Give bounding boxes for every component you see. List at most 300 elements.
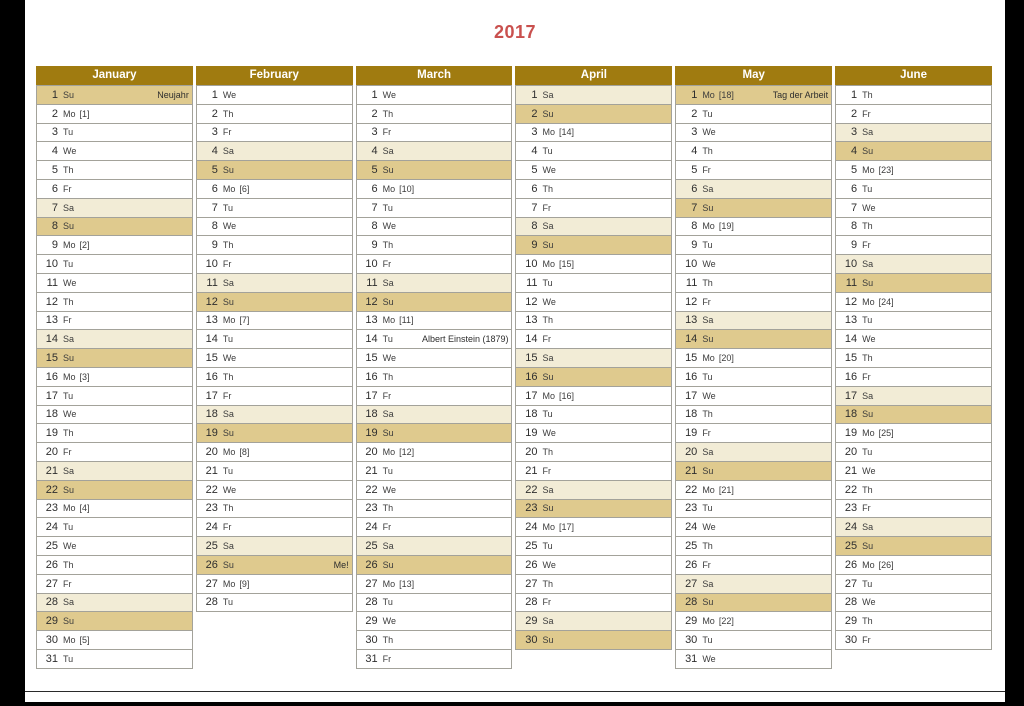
day-row [835, 104, 992, 124]
day-number: 8 [371, 220, 378, 233]
day-row [675, 461, 832, 481]
day-number: 5 [211, 164, 218, 177]
weekday-label: Tu [382, 597, 393, 608]
week-number: [7] [239, 315, 250, 326]
day-row [36, 217, 193, 237]
weekday-label: Mo [63, 635, 76, 645]
day-number: 15 [525, 352, 538, 365]
weekday-label: Th [63, 296, 74, 307]
day-number: 11 [366, 276, 378, 289]
weekday-label: Fr [382, 127, 392, 138]
day-number: 5 [531, 164, 538, 177]
day-number: 27 [205, 577, 218, 590]
day-number: 9 [851, 239, 858, 252]
day-row [36, 254, 193, 274]
day-row [356, 480, 513, 500]
day-number: 18 [685, 408, 698, 421]
day-row [675, 217, 832, 237]
weekday-label: Sa [222, 541, 234, 552]
weekday-label: Th [222, 503, 234, 514]
day-row [515, 367, 672, 387]
day-number: 7 [691, 201, 698, 214]
weekday-label: Sa [862, 127, 874, 138]
day-number: 13 [844, 314, 858, 327]
weekday-label: Fr [542, 597, 551, 608]
weekday-label: Fr [63, 315, 72, 326]
day-row [515, 217, 672, 237]
weekday-label: We [542, 165, 556, 176]
weekday-label: We [702, 259, 716, 270]
day-row [675, 254, 832, 274]
day-row [356, 555, 513, 575]
weekday-label: Th [862, 353, 873, 364]
weekday-label: Su [63, 221, 75, 232]
day-row [515, 329, 672, 349]
day-number: 6 [691, 182, 698, 195]
day-number: 19 [525, 427, 538, 440]
weekday-label: Su [542, 371, 554, 382]
weekday-label: Sa [382, 409, 394, 420]
weekday-label: Mo [63, 503, 76, 514]
week-number: [2] [79, 240, 90, 251]
day-row [835, 630, 992, 650]
day-row [356, 217, 513, 237]
day-number: 12 [205, 295, 218, 308]
day-row [515, 536, 672, 556]
weekday-label: Th [63, 428, 74, 439]
weekday-label: We [222, 221, 237, 232]
day-number: 22 [205, 483, 218, 496]
day-number: 4 [691, 145, 698, 158]
weekday-label: Su [862, 541, 874, 552]
weekday-label: Tu [702, 240, 713, 251]
day-row [515, 423, 672, 443]
day-row [196, 593, 353, 613]
weekday-label: Th [862, 484, 873, 495]
day-number: 22 [365, 483, 378, 496]
weekday-label: Th [702, 146, 713, 157]
day-number: 2 [531, 107, 538, 120]
day-number: 23 [205, 502, 218, 515]
weekday-label: Tu [542, 146, 553, 157]
weekday-label: Su [702, 465, 714, 476]
week-number: [26] [878, 559, 894, 570]
weekday-label: Th [222, 108, 234, 119]
day-row [356, 198, 513, 218]
day-row [835, 555, 992, 575]
weekday-label: Th [862, 616, 873, 627]
day-row [36, 386, 193, 406]
day-number: 19 [685, 427, 698, 440]
weekday-label: We [862, 465, 876, 476]
day-number: 27 [685, 577, 698, 590]
day-row [196, 536, 353, 556]
day-number: 6 [51, 182, 58, 195]
day-number: 3 [211, 126, 218, 139]
day-number: 1 [851, 88, 858, 101]
day-number: 20 [685, 446, 698, 459]
day-number: 20 [365, 446, 378, 459]
day-row [515, 461, 672, 481]
day-number: 2 [691, 107, 698, 120]
day-number: 25 [365, 540, 378, 553]
day-row [356, 649, 513, 669]
day-number: 19 [365, 427, 378, 440]
day-number: 29 [685, 615, 698, 628]
weekday-label: Mo [702, 89, 715, 100]
day-row [515, 311, 672, 331]
day-row [515, 123, 672, 143]
weekday-label: Th [862, 221, 873, 232]
day-number: 8 [851, 220, 858, 233]
weekday-label: Tu [63, 127, 74, 138]
weekday-label: Sa [63, 202, 75, 213]
day-row [356, 442, 513, 462]
day-row [356, 386, 513, 406]
weekday-label: Fr [222, 390, 232, 401]
week-number: [3] [79, 371, 90, 382]
weekday-label: Su [382, 428, 394, 439]
day-row [36, 480, 193, 500]
weekday-label: We [542, 428, 556, 439]
day-row [356, 273, 513, 293]
day-row [515, 405, 672, 425]
day-number: 10 [365, 258, 378, 271]
day-row [36, 555, 193, 575]
day-number: 14 [205, 333, 218, 346]
day-row [835, 405, 992, 425]
weekday-label: Th [222, 371, 234, 382]
calendar-grid [36, 66, 992, 669]
weekday-label: Tu [702, 503, 713, 514]
day-number: 1 [371, 88, 378, 101]
day-row [675, 499, 832, 519]
weekday-label: Tu [63, 259, 74, 270]
day-row [196, 273, 353, 293]
day-row [835, 480, 992, 500]
day-row [356, 405, 513, 425]
weekday-label: Su [63, 616, 75, 627]
weekday-label: Tu [862, 578, 873, 589]
day-row [515, 593, 672, 613]
weekday-label: Fr [382, 522, 392, 533]
weekday-label: Su [862, 146, 874, 157]
weekday-label: We [382, 484, 396, 495]
day-row [675, 611, 832, 631]
day-number: 29 [525, 615, 538, 628]
weekday-label: Mo [702, 221, 715, 232]
weekday-label: Fr [542, 334, 551, 345]
weekday-label: Su [222, 428, 234, 439]
day-row [515, 85, 672, 105]
weekday-label: Th [862, 89, 873, 100]
day-row [675, 555, 832, 575]
weekday-label: Sa [222, 409, 234, 420]
weekday-label: Sa [382, 277, 394, 288]
week-number: [11] [399, 315, 414, 326]
day-number: 2 [371, 107, 378, 120]
day-row [515, 292, 672, 312]
day-row [835, 141, 992, 161]
day-number: 7 [211, 201, 218, 214]
day-number: 23 [525, 502, 538, 515]
weekday-label: We [542, 296, 556, 307]
day-number: 29 [365, 615, 378, 628]
day-row [196, 442, 353, 462]
weekday-label: Mo [542, 259, 555, 270]
day-row [515, 235, 672, 255]
day-number: 18 [844, 408, 858, 421]
day-row [196, 348, 353, 368]
weekday-label: Fr [702, 165, 711, 176]
day-row [835, 254, 992, 274]
month-header: January [36, 66, 193, 85]
day-row [835, 593, 992, 613]
day-number: 22 [685, 483, 698, 496]
day-row [675, 179, 832, 199]
day-number: 29 [45, 615, 58, 628]
day-number: 14 [365, 333, 378, 346]
day-number: 30 [844, 634, 858, 646]
weekday-label: Fr [702, 296, 711, 307]
day-row [675, 198, 832, 218]
day-number: 11 [206, 276, 218, 289]
day-number: 16 [685, 370, 698, 383]
weekday-label: Tu [63, 653, 74, 664]
weekday-label: We [702, 653, 716, 664]
weekday-label: We [702, 127, 716, 138]
day-row [196, 311, 353, 331]
weekday-label: Mo [702, 353, 715, 364]
day-row [36, 311, 193, 331]
day-number: 30 [685, 634, 698, 646]
day-number: 26 [685, 558, 698, 571]
day-number: 25 [45, 540, 58, 553]
weekday-label: Sa [862, 522, 874, 533]
weekday-label: Mo [702, 484, 715, 495]
weekday-label: Tu [222, 597, 233, 608]
weekday-label: Mo [222, 578, 236, 589]
day-number: 14 [685, 333, 698, 346]
weekday-label: Th [702, 277, 713, 288]
day-row [515, 574, 672, 594]
day-row [515, 273, 672, 293]
week-number: [19] [718, 221, 734, 232]
weekday-label: Tu [63, 390, 74, 401]
weekday-label: We [542, 559, 556, 570]
weekday-label: Sa [542, 221, 554, 232]
day-number: 14 [45, 333, 58, 346]
day-number: 5 [851, 164, 858, 177]
day-number: 16 [205, 370, 218, 383]
day-number: 16 [525, 370, 538, 383]
weekday-label: Su [862, 409, 874, 420]
day-row [36, 235, 193, 255]
day-number: 13 [365, 314, 378, 327]
day-row [675, 329, 832, 349]
day-row [36, 198, 193, 218]
day-number: 19 [205, 427, 218, 440]
weekday-label: Fr [542, 465, 551, 476]
weekday-label: Mo [702, 616, 715, 627]
day-number: 3 [691, 126, 698, 139]
day-row [675, 630, 832, 650]
weekday-label: Su [702, 597, 714, 608]
day-row [675, 348, 832, 368]
day-number: 18 [525, 408, 538, 421]
weekday-label: Sa [63, 334, 75, 345]
day-number: 17 [844, 389, 858, 402]
day-number: 3 [51, 126, 58, 139]
day-row [675, 574, 832, 594]
day-number: 1 [691, 88, 698, 101]
day-number: 12 [365, 295, 378, 308]
weekday-label: We [862, 334, 876, 345]
weekday-label: Su [542, 503, 554, 514]
day-number: 5 [371, 164, 378, 177]
day-number: 28 [525, 596, 538, 609]
day-number: 22 [844, 483, 858, 496]
day-row [356, 536, 513, 556]
weekday-label: We [702, 522, 716, 533]
weekday-label: Mo [382, 183, 396, 194]
day-row [835, 461, 992, 481]
weekday-label: Mo [222, 315, 236, 326]
day-number: 13 [45, 314, 58, 327]
weekday-label: We [382, 221, 396, 232]
day-number: 26 [365, 558, 378, 571]
day-number: 8 [51, 220, 58, 233]
day-number: 18 [205, 408, 218, 421]
day-row [835, 217, 992, 237]
weekday-label: Fr [702, 559, 711, 570]
day-row [36, 574, 193, 594]
weekday-label: Su [702, 202, 714, 213]
day-row [515, 160, 672, 180]
weekday-label: Fr [702, 428, 711, 439]
weekday-label: We [862, 202, 876, 213]
day-row [196, 423, 353, 443]
month-header: April [515, 66, 672, 85]
day-row [515, 611, 672, 631]
weekday-label: Tu [862, 315, 873, 326]
day-number: 10 [45, 258, 58, 271]
week-number: [12] [399, 447, 415, 458]
day-number: 12 [844, 295, 858, 308]
day-number: 20 [844, 446, 858, 459]
day-row [36, 273, 193, 293]
day-row [835, 517, 992, 537]
day-row [196, 461, 353, 481]
day-row [36, 517, 193, 537]
day-row [356, 423, 513, 443]
weekday-label: Sa [542, 353, 554, 364]
day-note: Neujahr [157, 89, 189, 100]
day-number: 26 [45, 558, 58, 571]
day-number: 24 [205, 521, 218, 534]
weekday-label: Sa [702, 447, 714, 458]
day-number: 13 [205, 314, 218, 327]
day-number: 21 [365, 464, 378, 477]
weekday-label: Th [63, 165, 74, 176]
weekday-label: We [63, 409, 77, 420]
weekday-label: Tu [63, 522, 74, 533]
day-row [356, 85, 513, 105]
weekday-label: We [222, 353, 237, 364]
day-row [675, 311, 832, 331]
weekday-label: Su [702, 334, 714, 345]
weekday-label: Mo [222, 183, 236, 194]
day-number: 3 [851, 126, 858, 139]
day-number: 24 [365, 521, 378, 534]
weekday-label: Tu [222, 334, 233, 345]
day-number: 6 [371, 182, 378, 195]
day-number: 10 [205, 258, 218, 271]
day-row [36, 141, 193, 161]
day-row [835, 536, 992, 556]
weekday-label: Fr [862, 503, 871, 514]
day-number: 7 [371, 201, 378, 214]
day-number: 9 [51, 239, 58, 252]
day-row [835, 611, 992, 631]
day-row [196, 329, 353, 349]
weekday-label: Th [542, 183, 553, 194]
day-number: 6 [531, 182, 538, 195]
day-number: 21 [844, 464, 858, 477]
day-number: 11 [685, 276, 698, 289]
week-number: [16] [559, 390, 575, 401]
weekday-label: We [862, 597, 876, 608]
day-number: 11 [46, 276, 58, 289]
weekday-label: Sa [862, 390, 874, 401]
day-row [196, 179, 353, 199]
weekday-label: Mo [862, 165, 875, 176]
day-row [356, 593, 513, 613]
day-number: 15 [205, 352, 218, 365]
day-number: 28 [365, 596, 378, 609]
day-row [196, 254, 353, 274]
weekday-label: Th [702, 409, 713, 420]
day-number: 11 [845, 276, 858, 289]
day-row [835, 179, 992, 199]
day-row [675, 85, 832, 105]
weekday-label: Su [222, 165, 234, 176]
day-row [675, 405, 832, 425]
day-number: 2 [851, 107, 858, 120]
day-number: 25 [844, 540, 858, 553]
weekday-label: Th [63, 559, 74, 570]
year-title: 2017 [493, 22, 537, 42]
weekday-label: We [222, 484, 237, 495]
weekday-label: Tu [702, 108, 713, 119]
day-row [196, 517, 353, 537]
day-number: 1 [211, 88, 218, 101]
day-number: 23 [45, 502, 58, 515]
day-number: 1 [531, 88, 538, 101]
weekday-label: Mo [862, 428, 875, 439]
day-row [356, 292, 513, 312]
day-number: 8 [531, 220, 538, 233]
day-number: 16 [365, 370, 378, 383]
day-row [515, 179, 672, 199]
day-number: 12 [685, 295, 698, 308]
weekday-label: Sa [63, 465, 75, 476]
day-number: 16 [45, 370, 58, 383]
day-number: 11 [526, 276, 538, 289]
day-number: 7 [531, 201, 538, 214]
week-number: [25] [878, 428, 894, 439]
week-number: [9] [239, 578, 250, 589]
